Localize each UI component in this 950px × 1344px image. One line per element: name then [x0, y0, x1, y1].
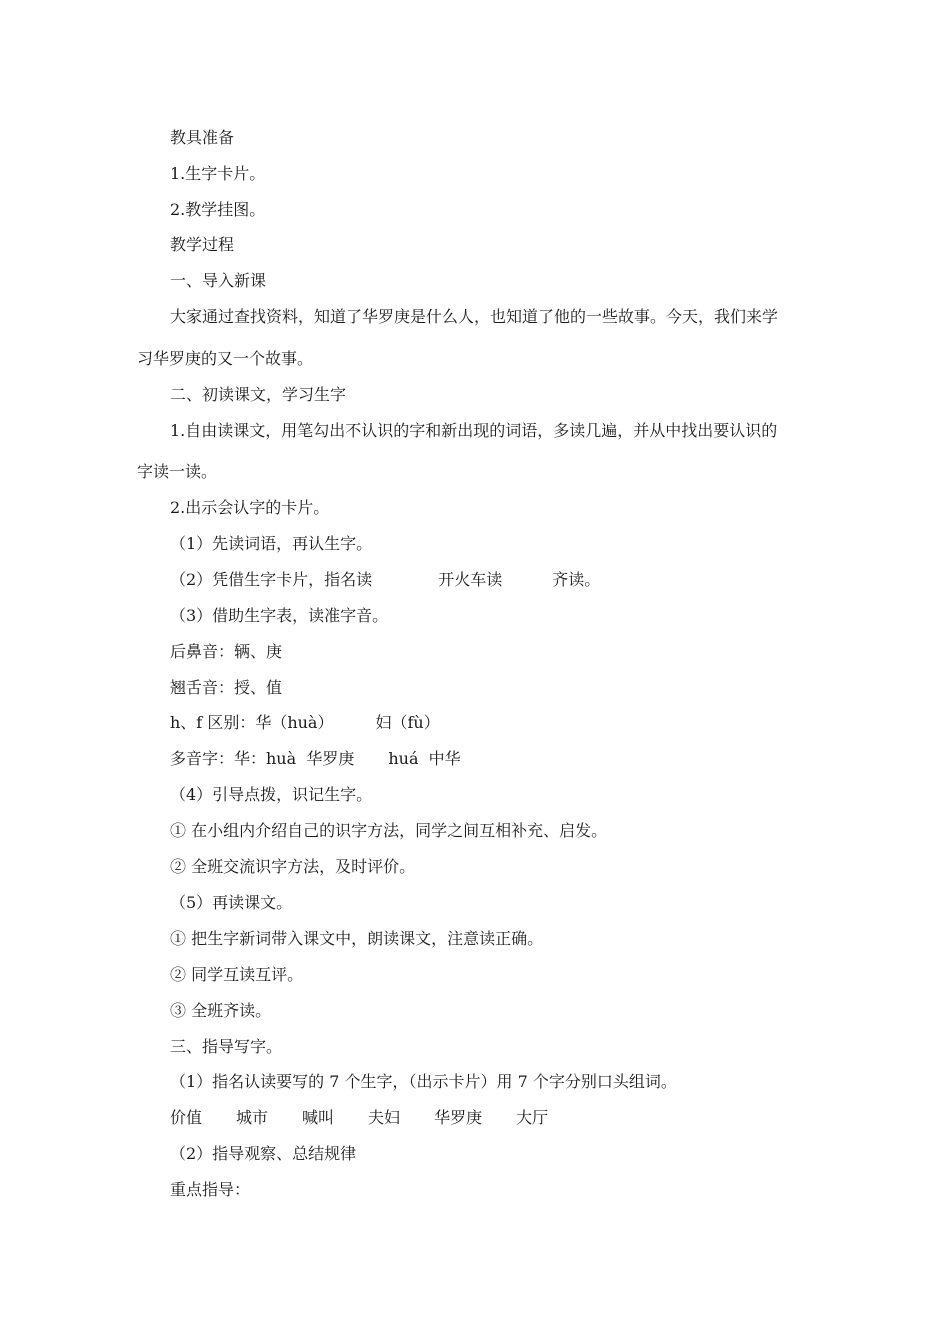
writing-step-2: （2）指导观察、总结规律: [170, 1144, 357, 1163]
word-item: 夫妇: [368, 1108, 401, 1127]
polyphone-part-b: huá 中华: [388, 749, 461, 768]
aid-item-1: 1.生字卡片。: [170, 164, 266, 183]
hf-part-a: h、f 区别：华（huà）: [170, 713, 334, 732]
writing-step-1: （1）指名认读要写的 7 个生字，（出示卡片）用 7 个字分别口头组词。: [170, 1072, 677, 1091]
substep-1: （1）先读词语，再认生字。: [170, 534, 373, 553]
back-nasal-line: 后鼻音：辆、庚: [170, 642, 283, 661]
heading-teaching-aids: 教具准备: [170, 128, 235, 147]
substep-5-item-3: ③ 全班齐读。: [170, 1001, 272, 1020]
substep-2-part-b: 开火车读: [438, 570, 503, 589]
substep-5-item-2: ② 同学互读互评。: [170, 965, 304, 984]
section-2-title: 二、初读课文，学习生字: [170, 385, 347, 404]
paragraph-intro-line1: 大家通过查找资料，知道了华罗庚是什么人，也知道了他的一些故事。今天，我们来学: [170, 307, 779, 326]
word-item: 华罗庚: [434, 1108, 483, 1127]
hf-part-b: 妇（fù）: [375, 713, 440, 732]
word-item: 大厅: [516, 1108, 549, 1127]
step-2: 2.出示会认字的卡片。: [170, 498, 330, 517]
word-item: 城市: [236, 1108, 269, 1127]
substep-2-part-c: 齐读。: [552, 570, 601, 589]
heading-teaching-process: 教学过程: [170, 235, 235, 254]
substep-4: （4）引导点拨，识记生字。: [170, 785, 373, 804]
polyphone-line: [170, 749, 461, 769]
section-3-title: 三、指导写字。: [170, 1037, 283, 1056]
substep-5-item-1: ① 把生字新词带入课文中，朗读课文，注意读正确。: [170, 929, 544, 948]
substep-2-part-a: （2）凭借生字卡片，指名读: [170, 570, 373, 589]
polyphone-part-a: 多音字：华：huà 华罗庚: [170, 749, 355, 768]
word-list: [170, 1108, 548, 1128]
word-item: 价值: [170, 1108, 203, 1127]
paragraph-intro-line2: 习华罗庚的又一个故事。: [137, 349, 314, 368]
aid-item-2: 2.教学挂图。: [170, 200, 266, 219]
hf-distinction-line: [170, 713, 440, 733]
substep-3: （3）借助生字表，读准字音。: [170, 606, 389, 625]
retroflex-line: 翘舌音：授、值: [170, 678, 283, 697]
substep-4-item-2: ② 全班交流识字方法，及时评价。: [170, 857, 416, 876]
section-1-title: 一、导入新课: [170, 271, 267, 290]
step-1-line1: 1.自由读课文，用笔勾出不认识的字和新出现的词语，多读几遍，并从中找出要认识的: [170, 421, 778, 440]
substep-4-item-1: ① 在小组内介绍自己的识字方法，同学之间互相补充、启发。: [170, 821, 608, 840]
substep-5: （5）再读课文。: [170, 893, 293, 912]
key-guidance-label: 重点指导：: [170, 1180, 251, 1199]
word-item: 喊叫: [302, 1108, 335, 1127]
step-1-line2: 字读一读。: [137, 462, 218, 481]
substep-2: [170, 570, 600, 590]
